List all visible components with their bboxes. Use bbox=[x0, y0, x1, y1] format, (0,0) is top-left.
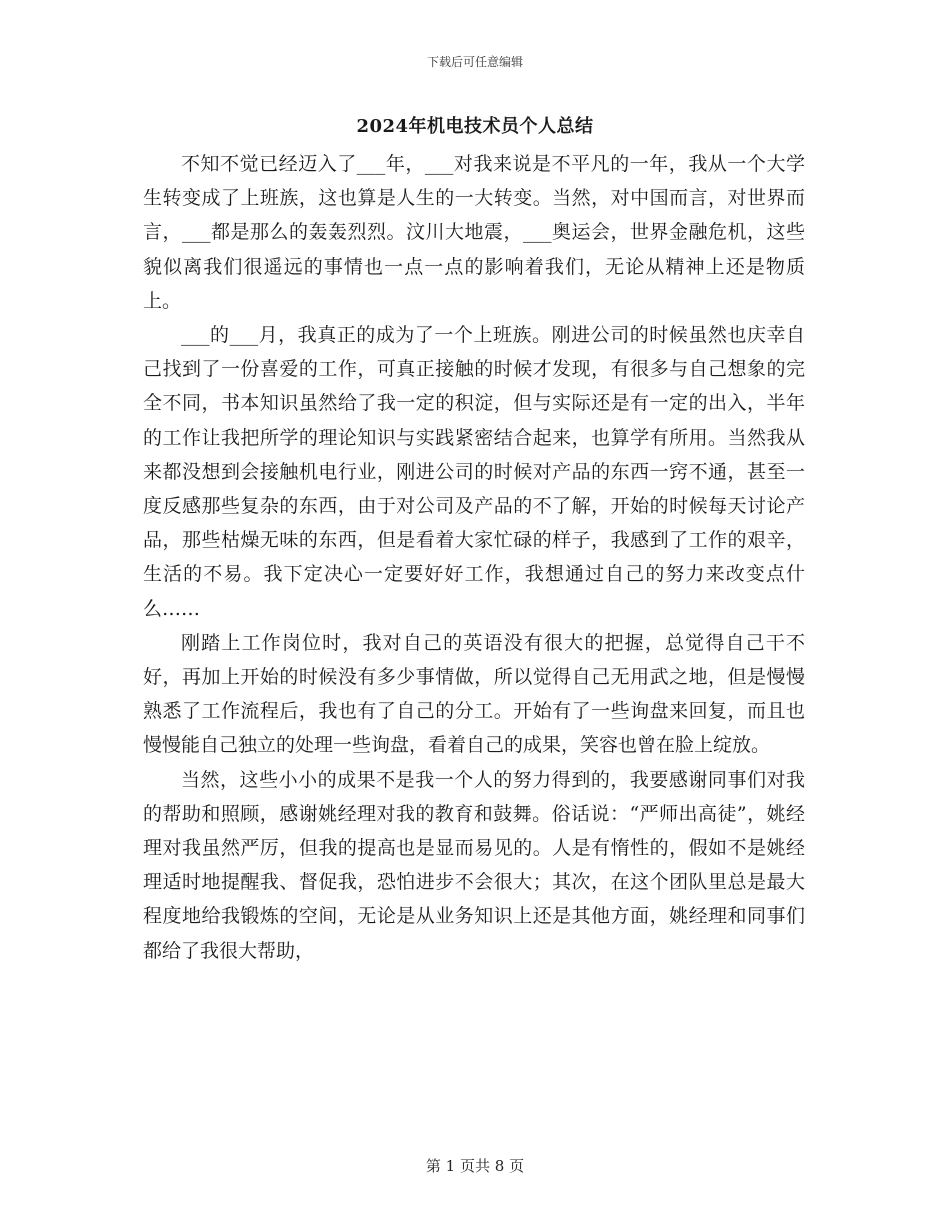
paragraph-4: 当然，这些小小的成果不是我一个人的努力得到的，我要感谢同事们对我的帮助和照顾，感谢姚经理对我的教育和鼓舞。俗话说：“严师出高徒”，姚经理对我虽然严厉，但我的提高也是显而易见的。人是有惰性的，假如不是姚经理适时地提醒我、督促我，恐怕进步不会很大；其次，在这个团队里总是最大程度地给我锻炼的空间，无论是从业务知识上还是其他方面，姚经理和同事们都给了我很大帮助， bbox=[143, 768, 805, 962]
paragraph-1: 不知不觉已经迈入了___年，___对我来说是不平凡的一年，我从一个大学生转变成了上班族，这也算是人生的一大转变。当然，对中国而言，对世界而言，___都是那么的轰轰烈烈。汶川大地震，___奥运会，世界金融危机，这些貌似离我们很遥远的事情也一点一点的影响着我们，无论从精神上还是物质上。 bbox=[143, 153, 805, 312]
paragraph-2: ___的___月，我真正的成为了一个上班族。刚进公司的时候虽然也庆幸自己找到了一份喜爱的工作，可真正接触的时候才发现，有很多与自己想象的完全不同，书本知识虽然给了我一定的积淀，但与实际还是有一定的出入，半年的工作让我把所学的理论知识与实践紧密结合起来，也算学有所用。当然我从来都没想到会接触机电行业，刚进公司的时候对产品的东西一窍不通，甚至一度反感那些复杂的东西，由于对公司及产品的不了解，开始的时候每天讨论产品，那些枯燥无味的东西，但是看着大家忙碌的样子，我感到了工作的艰辛，生活的不易。我下定决心一定要好好工作，我想通过自己的努力来改变点什么…… bbox=[143, 324, 805, 620]
page-number: 第 1 页共 8 页 bbox=[425, 1157, 525, 1175]
header-note: 下载后可任意编辑 bbox=[426, 55, 523, 69]
document-body bbox=[143, 147, 805, 968]
document-title: 2024年机电技术员个人总结 bbox=[356, 116, 594, 137]
paragraph-3: 刚踏上工作岗位时，我对自己的英语没有很大的把握，总觉得自己干不好，再加上开始的时候没有多少事情做，所以觉得自己无用武之地，但是慢慢熟悉了工作流程后，我也有了自己的分工。开始有了一些询盘来回复，而且也慢慢能自己独立的处理一些询盘，看着自己的成果，笑容也曾在脸上绽放。 bbox=[143, 631, 805, 757]
